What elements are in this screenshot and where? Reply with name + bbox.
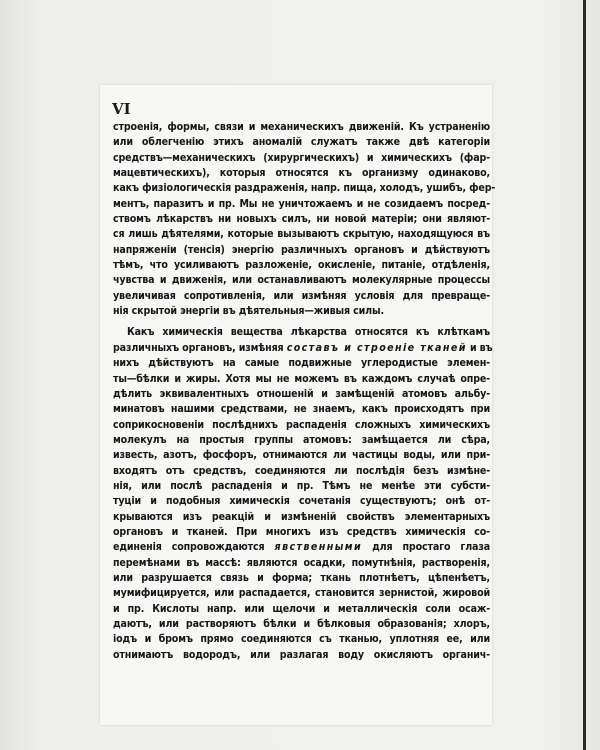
text-line: или разрушается связь и форма; ткань плотнѣетъ, цѣпенѣетъ, bbox=[113, 571, 490, 584]
text-line: известь, азотъ, фосфоръ, отнимаются ли частицы воды, или при- bbox=[113, 449, 490, 462]
text-line: тѣмъ, что усиливаютъ разложеніе, окисленіе, питаніе, отдѣленія, bbox=[113, 259, 490, 272]
page-number: VI bbox=[112, 100, 131, 118]
text-line: отнимаютъ водородъ, или разлагая воду окисляютъ органич- bbox=[113, 648, 490, 661]
text-line: ты—бѣлки и жиры. Хотя мы не можемъ въ каждомъ случаѣ опре- bbox=[113, 372, 490, 385]
paragraph bbox=[113, 325, 493, 663]
text-line: входятъ отъ средствъ, соединяются ли послѣдія безъ измѣне- bbox=[113, 464, 490, 477]
text-line: органовъ и тканей. При многихъ изъ средствъ химическія со- bbox=[113, 525, 490, 538]
paragraph bbox=[113, 120, 496, 319]
text-run: для простаго глаза bbox=[362, 541, 490, 554]
text-line: средствъ—механическихъ (хирургическихъ) и химическихъ (фар- bbox=[113, 151, 490, 164]
text-line: молекулъ на простыя группы атомовъ: замѣщается ли сѣра, bbox=[113, 433, 490, 446]
emphasized-text: явственными bbox=[274, 541, 363, 554]
text-line: чувства и движенія, или останавливаютъ молекулярные процессы bbox=[113, 274, 490, 287]
text-line: перемѣнами въ массѣ: являются осадки, помутнѣнія, растворенія, bbox=[113, 556, 490, 569]
body-text bbox=[113, 120, 496, 663]
text-line: нія, или послѣ распаденія и пр. Тѣмъ не менѣе эти субсти- bbox=[113, 479, 490, 492]
text-line: напряженіи (тенсія) энергію различныхъ органовъ и дѣйствуютъ bbox=[113, 243, 490, 256]
scan-edge-line bbox=[583, 0, 586, 750]
text-run: единенія сопровождаются bbox=[113, 541, 275, 554]
text-line: мумифицируется, или распадается, становится зернистой, жировой bbox=[113, 587, 490, 600]
text-line: ментъ, паразитъ и пр. Мы не уничтожаемъ и не созидаемъ посред- bbox=[113, 197, 490, 210]
text-line bbox=[113, 540, 490, 555]
text-line: и пр. Кислоты напр. или щелочи и металлическія соли осаж- bbox=[113, 602, 490, 615]
text-line: нихъ дѣйствуютъ на самые подвижные углеродистые элемен- bbox=[113, 357, 490, 370]
text-line: или облегченію этихъ аномалій служатъ также двѣ категоріи bbox=[113, 136, 490, 149]
text-line: туціи и подобныя химическія сочетанія существуютъ; онѣ от- bbox=[113, 495, 490, 508]
emphasized-text: составъ и строеніе тканей bbox=[286, 341, 467, 354]
text-line bbox=[113, 341, 493, 356]
text-line: даютъ, или растворяютъ бѣлки и бѣлковыя образованія; хлоръ, bbox=[113, 618, 490, 630]
text-line: соприкосновеніи послѣднихъ распаденія сложныхъ химическихъ bbox=[113, 418, 490, 431]
text-line: іодъ и бромъ прямо соединяются съ тканью, уплотняя ее, или bbox=[113, 633, 490, 646]
text-line: нія скрытой энергіи въ дѣятельныя—живыя силы. bbox=[113, 305, 384, 318]
text-line: Какъ химическія вещества лѣкарства относятся къ клѣткамъ bbox=[127, 326, 490, 339]
text-line: увеличивая сопротивленія, или измѣняя условія для превращe- bbox=[113, 289, 490, 302]
text-line: строенія, формы, связи и механическихъ движеній. Къ устраненію bbox=[113, 121, 490, 133]
text-run: различныхъ органовъ, измѣняя bbox=[113, 341, 287, 354]
text-line: мацевтическихъ), которыя относятся къ организму одинаково, bbox=[113, 167, 490, 180]
text-line: дѣлить эквивалентныхъ отношеній и замѣщеній атомовъ альбу- bbox=[113, 387, 490, 400]
text-line: ствомъ лѣкарствъ ни новыхъ силъ, ни новой матеріи; они являют- bbox=[113, 213, 490, 226]
text-run: и въ bbox=[466, 341, 493, 354]
text-line: минатовъ нашими средствами, не знаемъ, какъ происходятъ при bbox=[113, 403, 490, 416]
text-line: ся лишь дѣятелями, которые вызываютъ скрытую, находящуюся въ bbox=[113, 228, 490, 241]
text-line: какъ физіологическія раздраженія, напр. пища, холодъ, ушибъ, фер- bbox=[113, 182, 496, 195]
text-line: крываются изъ реакцій и измѣненій свойствъ элементарныхъ bbox=[113, 510, 490, 523]
